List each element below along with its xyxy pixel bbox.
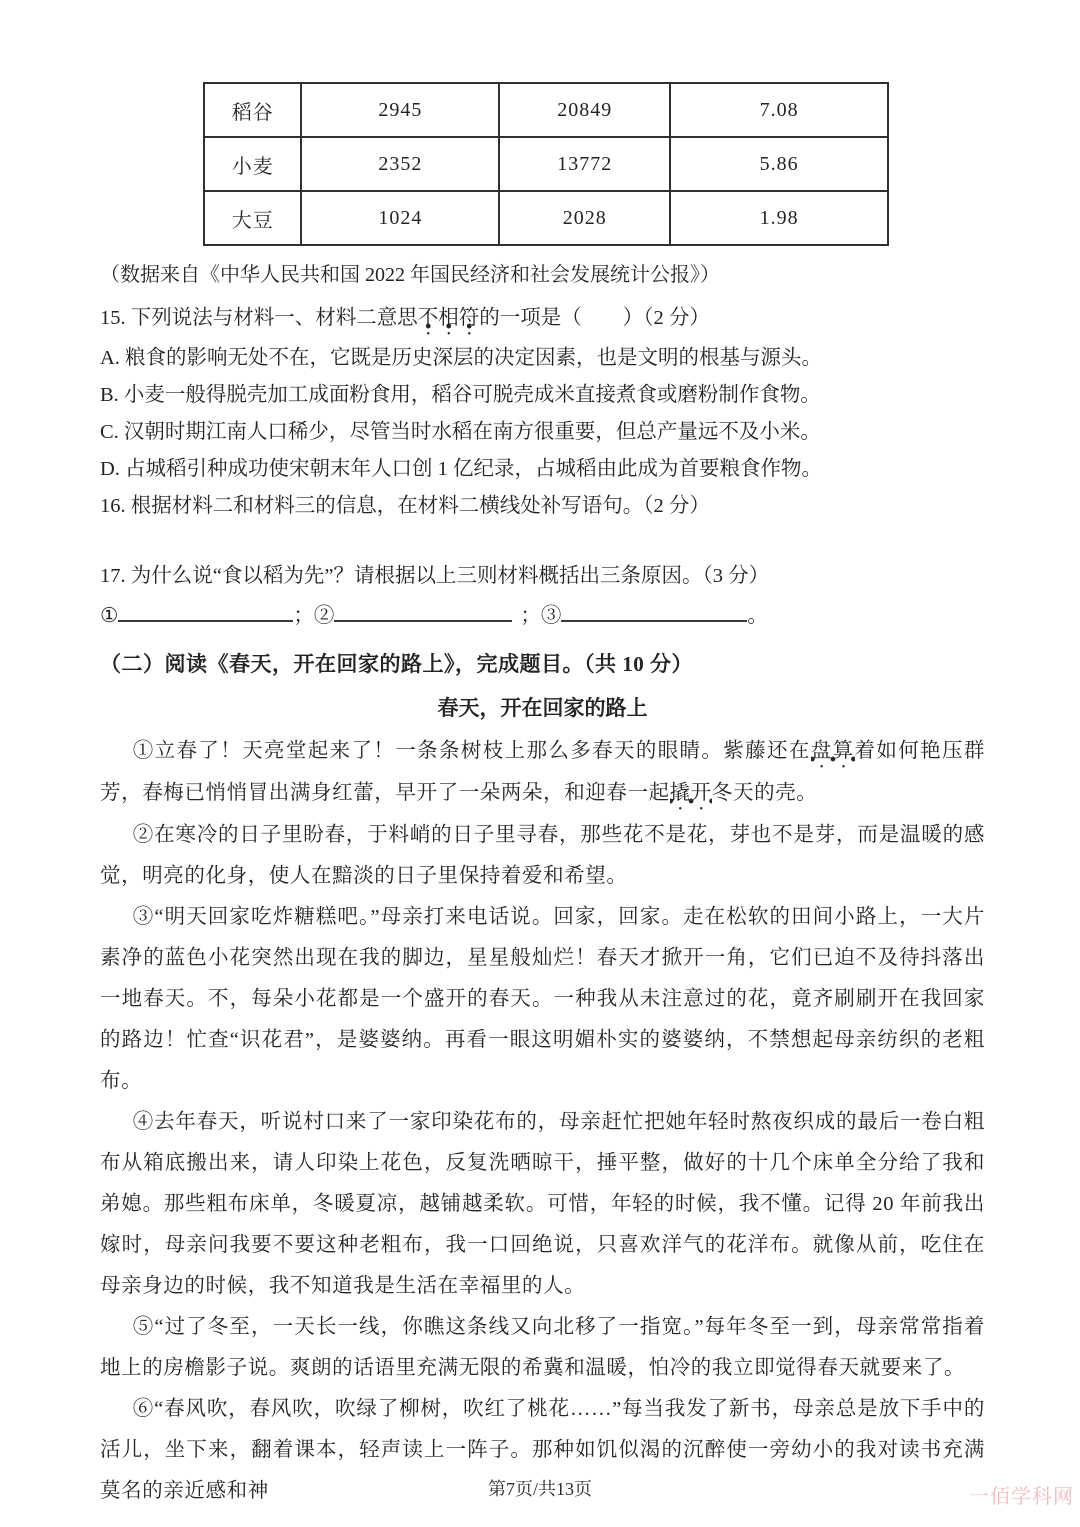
question-16: 16. 根据材料二和材料三的信息，在材料二横线处补写语句。（2 分） [100, 495, 710, 517]
passage-paragraph-2: ②在寒冷的日子里盼春，于料峭的日子里寻春，那些花不是花，芽也不是芽，而是温暖的感觉，明亮的化身，使人在黯淡的日子里保持着爱和希望。 [100, 824, 985, 887]
blank-number-3: ③ [540, 605, 562, 627]
question-15-option-b: B. 小麦一般得脱壳加工成面粉食用，稻谷可脱壳成米直接煮食或磨粉制作食物。 [100, 384, 821, 406]
section-two-heading: （二）阅读《春天，开在回家的路上》，完成题目。（共 10 分） [100, 652, 693, 676]
answer-blank-underline [561, 598, 747, 622]
table-cell: 稻谷 [204, 83, 301, 137]
table-row [204, 137, 888, 191]
table-cell: 1.98 [670, 191, 888, 245]
table-cell: 20849 [499, 83, 670, 137]
table-source-caption: （数据来自《中华人民共和国 2022 年国民经济和社会发展统计公报》） [100, 264, 720, 286]
site-watermark: 一佰学科网 [969, 1486, 1074, 1508]
page-number-footer: 第7页/共13页 [487, 1479, 592, 1499]
table-row [204, 191, 888, 245]
blank-separator-2: ； [520, 605, 541, 627]
table-cell: 7.08 [670, 83, 888, 137]
grain-statistics-table [203, 82, 889, 246]
table-row [204, 83, 888, 137]
passage-paragraph-4: ④去年春天，听说村口来了一家印染花布的，母亲赶忙把她年轻时熬夜织成的最后一卷白粗布从箱底搬出来，请人印染上花色，反复洗晒晾干，捶平整，做好的十几个床单全分给了我和弟媳。那些粗布床单，冬暖夏凉，越铺越柔软。可惜，年轻的时候，我不懂。记得 20 年前我出嫁时，母亲问我要不要这种老粗布，我一口回绝说，只喜欢洋气的花洋布。就像从前，吃住在母亲身边的时候，我不知道我是生活在幸福里的人。 [100, 1111, 985, 1297]
paragraph-1-text: 冬天的壳。 [711, 782, 818, 804]
question-15-option-d: D. 占城稻引种成功使宋朝末年人口创 1 亿纪录，占城稻由此成为首要粮食作物。 [100, 458, 823, 480]
question-15-emphasized-text: 不相符 [417, 307, 480, 329]
table-cell: 大豆 [204, 191, 301, 245]
table-cell: 13772 [499, 137, 670, 191]
paragraph-1-emphasized-word: 盘算 [810, 740, 855, 762]
table-cell: 小麦 [204, 137, 301, 191]
passage-paragraph-3: ③“明天回家吃炸糖糕吧。”母亲打来电话说。回家，回家。走在松软的田间小路上，一大片素净的蓝色小花突然出现在我的脚边，星星般灿烂！春天才掀开一角，它们已迫不及待抖落出一地春天。不，每朵小花都是一个盛开的春天。一种我从未注意过的花，竟齐刷刷开在我回家的路边！忙查“识花君”，是婆婆纳。再看一眼这明媚朴实的婆婆纳，不禁想起母亲纺织的老粗布。 [100, 906, 985, 1092]
table-cell: 2352 [301, 137, 499, 191]
page-content [0, 82, 1080, 1512]
passage-paragraph-1 [100, 731, 985, 815]
question-15-text-post: 的一项是（ ）（2 分） [479, 307, 710, 329]
passage-paragraph-6: ⑥“春风吹，春风吹，吹绿了柳树，吹红了桃花……”每当我发了新书，母亲总是放下手中的活儿，坐下来，翻着课本，轻声读上一阵子。那种如饥似渴的沉醉使一旁幼小的我对读书充满莫名的亲近感和神 [100, 1398, 985, 1502]
question-17: 17. 为什么说“食以稻为先”？请根据以上三则材料概括出三条原因。（3 分） [100, 565, 770, 587]
blank-end-period: 。 [747, 605, 768, 627]
table-cell: 2945 [301, 83, 499, 137]
table-cell: 2028 [499, 191, 670, 245]
paragraph-1-text: ①立春了！天亮堂起来了！一条条树枝上那么多春天的眼睛。紫藤还在 [132, 740, 811, 762]
table-cell: 5.86 [670, 137, 888, 191]
answer-blank-underline [334, 598, 512, 622]
paragraph-1-emphasized-word: 撬开 [669, 782, 712, 804]
paragraph-1-text: 着如何艳压群芳，春梅已悄悄冒出满身红蕾，早开了一朵两朵，和迎春一起 [100, 740, 985, 804]
passage-title: 春天，开在回家的路上 [437, 696, 648, 720]
question-15-option-a: A. 粮食的影响无处不在，它既是历史深层的决定因素，也是文明的根基与源头。 [100, 347, 823, 369]
table-cell: 1024 [301, 191, 499, 245]
blank-separator-1: ； [293, 605, 314, 627]
answer-blank-underline [118, 598, 293, 622]
blank-number-2: ② [313, 605, 335, 627]
blank-number-1: ① [100, 605, 119, 627]
question-15-text-pre: 15. 下列说法与材料一、材料二意思 [100, 307, 418, 329]
question-15 [100, 300, 985, 340]
question-15-option-c: C. 汉朝时期江南人口稀少，尽管当时水稻在南方很重要，但总产量远不及小米。 [100, 421, 821, 443]
answer-blanks-line [100, 596, 985, 636]
passage-paragraph-5: ⑤“过了冬至，一天长一线，你瞧这条线又向北移了一指宽。”每年冬至一到，母亲常常指着地上的房檐影子说。爽朗的话语里充满无限的希冀和温暖，怕冷的我立即觉得春天就要来了。 [100, 1316, 985, 1379]
